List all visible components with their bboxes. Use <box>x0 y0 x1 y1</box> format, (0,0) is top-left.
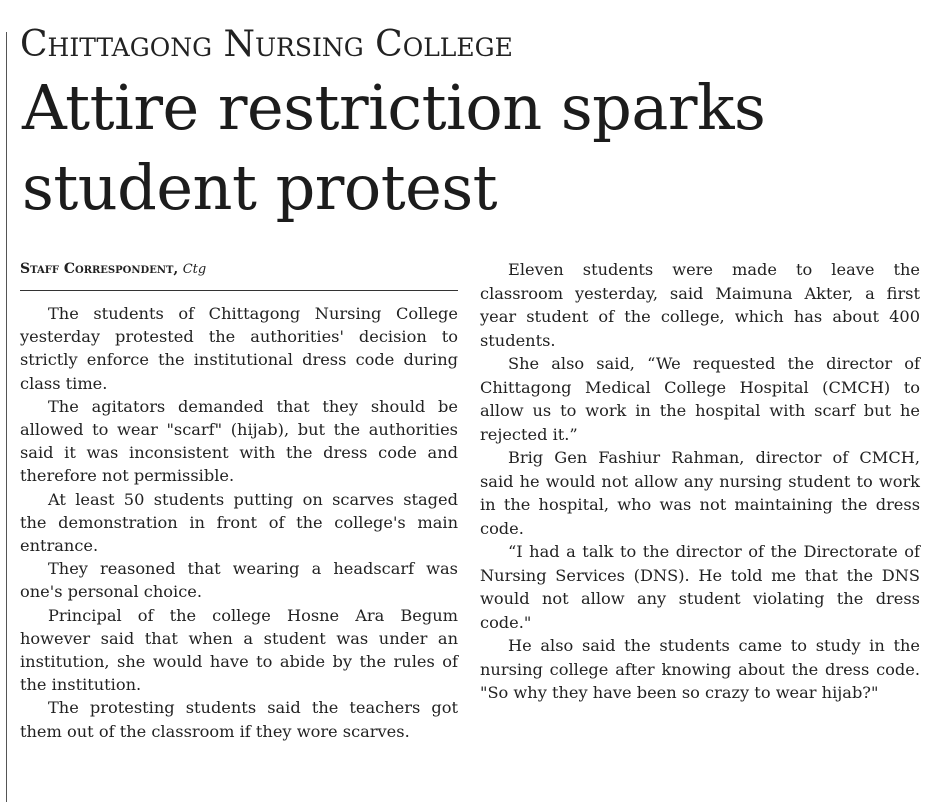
paragraph: He also said the students came to study in the nursing college after knowing about the dress code. "So why they have been so crazy to wear hijab?" <box>480 636 920 702</box>
byline-author: Staff Correspondent, <box>20 261 179 277</box>
paragraph: The agitators demanded that they should be allowed to wear "scarf" (hijab), but the authorities said it was inconsistent with the dress code and therefore not permissible. <box>20 396 458 486</box>
section-kicker: Chittagong Nursing College <box>20 24 513 65</box>
paragraph: Principal of the college Hosne Ara Begum however said that when a student was under an institution, she would have to abide by the rules of the institution. <box>20 605 458 695</box>
paragraph: “I had a talk to the director of the Directorate of Nursing Services (DNS). He told me that the DNS would not allow any student violating the dress code." <box>480 542 920 632</box>
column-rule <box>6 32 7 802</box>
article-column-left <box>20 258 458 743</box>
byline <box>20 258 458 291</box>
article-column-right <box>480 258 920 705</box>
byline-location: Ctg <box>182 262 207 277</box>
paragraph: Brig Gen Fashiur Rahman, director of CMCH, said he would not allow any nursing student to work in the hospital, who was not maintaining the dress code. <box>480 448 920 538</box>
paragraph: She also said, “We requested the director of Chittagong Medical College Hospital (CMCH) to allow us to work in the hospital with scarf but he rejected it.” <box>480 354 920 444</box>
paragraph: They reasoned that wearing a headscarf was one's personal choice. <box>20 559 458 602</box>
paragraph: At least 50 students putting on scarves staged the demonstration in front of the college's main entrance. <box>20 489 458 556</box>
paragraph: Eleven students were made to leave the classroom yesterday, said Maimuna Akter, a first year student of the college, which has about 400 students. <box>480 260 920 350</box>
paragraph: The students of Chittagong Nursing College yesterday protested the authorities' decision to strictly enforce the institutional dress code during class time. <box>20 304 458 393</box>
paragraph: The protesting students said the teachers got them out of the classroom if they wore scarves. <box>20 698 458 741</box>
headline: Attire restriction sparks student protest <box>22 71 766 224</box>
